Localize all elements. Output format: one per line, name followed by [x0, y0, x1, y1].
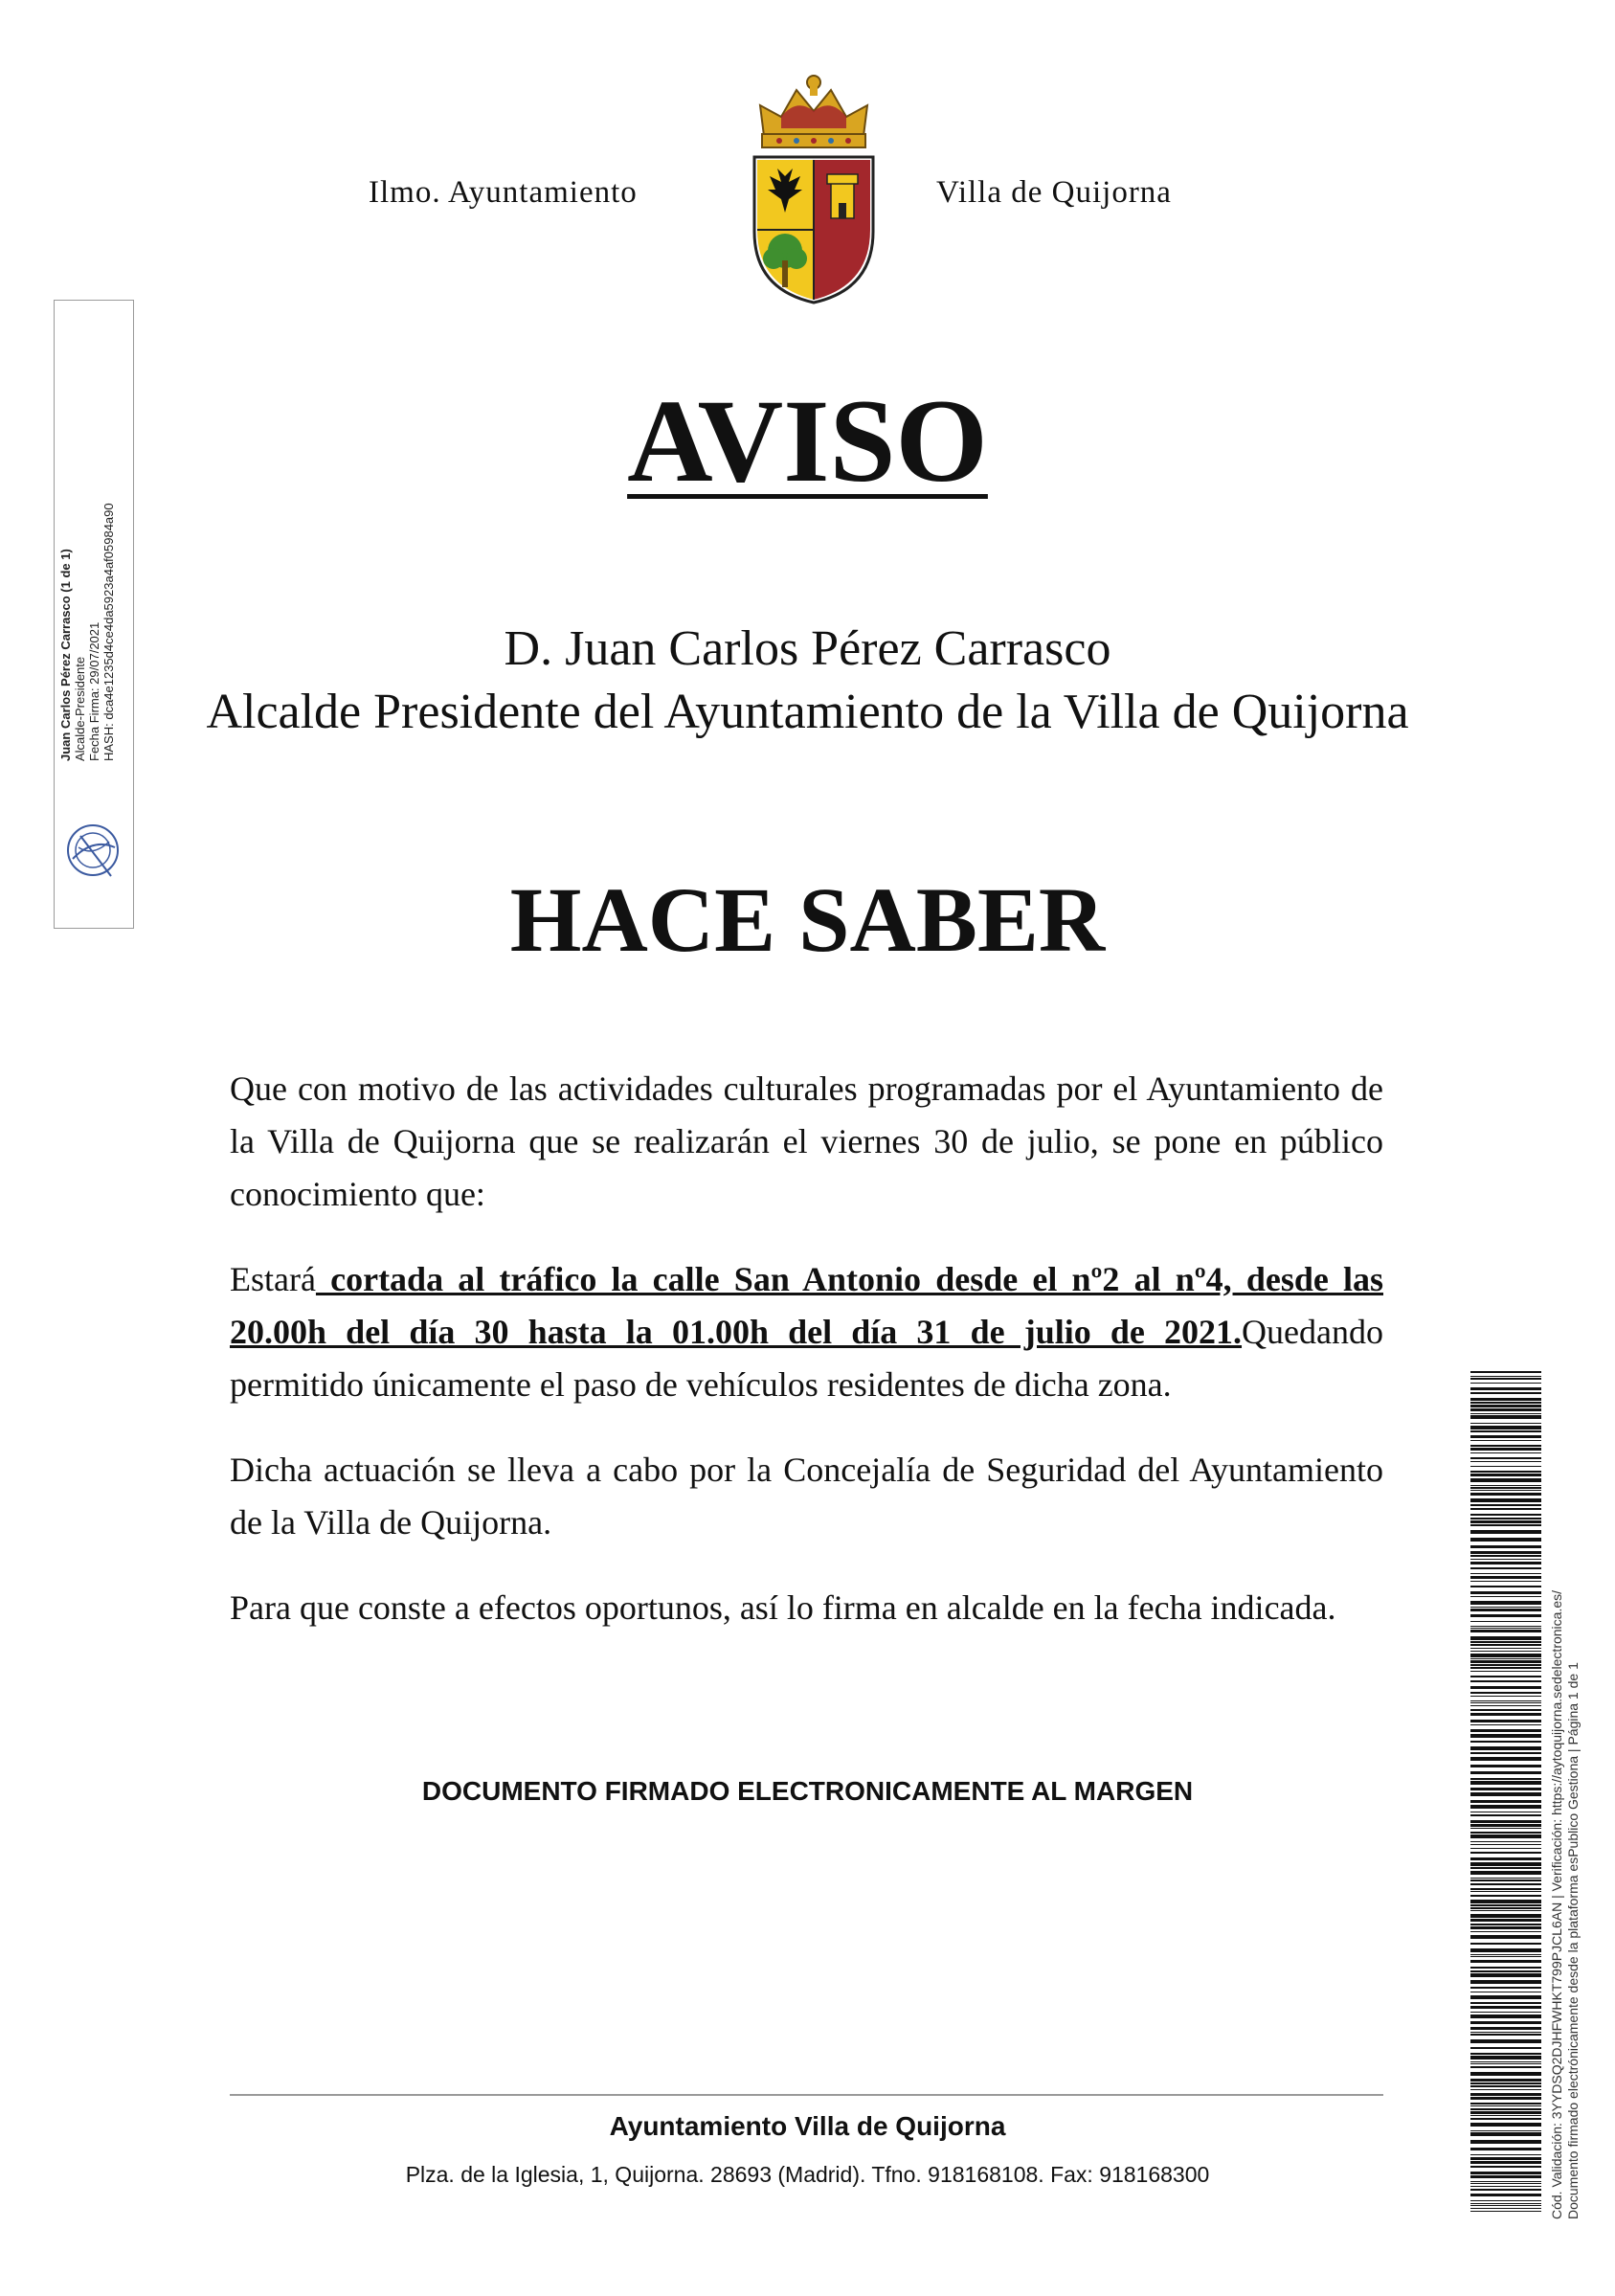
barcode-bar [1470, 1910, 1541, 1911]
barcode-bar [1470, 1883, 1541, 1885]
barcode-bar [1470, 1405, 1541, 1407]
barcode-bar [1470, 1805, 1541, 1809]
barcode-bar [1470, 1781, 1541, 1785]
verification-text [1549, 1358, 1581, 2219]
barcode-bar [1470, 2148, 1541, 2150]
barcode-bar [1470, 1919, 1541, 1922]
barcode-bar [1470, 1555, 1541, 1557]
barcode-bar [1470, 1800, 1541, 1803]
barcode-bar [1470, 2097, 1541, 2100]
barcode-bar [1470, 1415, 1541, 1419]
barcode-bar [1470, 1576, 1541, 1579]
barcode-bar [1470, 2118, 1541, 2120]
barcode-bar [1470, 1461, 1541, 1462]
barcode-bar [1470, 2200, 1541, 2201]
barcode-bar [1470, 1792, 1541, 1796]
verification-line-2: Documento firmado electrónicamente desde la plataforma esPublico Gestiona | Página 1 de 1 [1565, 1662, 1581, 2219]
title-text: AVISO [627, 375, 988, 506]
barcode-bar [1470, 1757, 1541, 1761]
barcode-bar [1470, 1430, 1541, 1432]
barcode-bar [1470, 1609, 1541, 1611]
barcode-bar [1470, 1752, 1541, 1754]
barcode-bar [1470, 2189, 1541, 2191]
barcode-bar [1470, 1562, 1541, 1564]
barcode-bar [1470, 1734, 1541, 1738]
barcode-bar [1470, 1658, 1541, 1659]
barcode-bar [1470, 1383, 1541, 1384]
verification-line-1: Cód. Validación: 3YYDSQ2DJHFWHKT799PJCL6AN | Verificación: https://aytoquijorna.sedelectronica.es/ [1549, 1589, 1564, 2219]
barcode-bar [1470, 1626, 1541, 1627]
barcode-bar [1470, 2072, 1541, 2076]
barcode-bar [1470, 1641, 1541, 1643]
barcode-bar [1470, 1573, 1541, 1574]
barcode-bar [1470, 1788, 1541, 1790]
barcode-bar [1470, 1387, 1541, 1390]
barcode-bar [1470, 1973, 1541, 1977]
barcode-bar [1470, 1696, 1541, 1697]
barcode-bar [1470, 2089, 1541, 2090]
barcode-bar [1470, 1924, 1541, 1925]
barcode-bar [1470, 1900, 1541, 1903]
barcode-bar [1470, 1402, 1541, 1404]
signed-note: DOCUMENTO FIRMADO ELECTRONICAMENTE AL MARGEN [421, 1776, 1194, 1806]
barcode-bar [1470, 1435, 1541, 1438]
barcode-bar [1470, 2053, 1541, 2055]
barcode-bar [1470, 1614, 1541, 1617]
footer-divider [230, 2094, 1383, 2096]
barcode-bar [1470, 1376, 1541, 1377]
barcode-bar [1470, 2161, 1541, 2164]
barcode-bar [1470, 1448, 1541, 1451]
barcode-bar [1470, 1630, 1541, 1632]
barcode-bar [1470, 1671, 1541, 1672]
barcode-bar [1470, 2111, 1541, 2114]
barcode-bar [1470, 1907, 1541, 1909]
barcode-bar [1470, 1518, 1541, 1519]
barcode-bar [1470, 2006, 1541, 2009]
barcode-bar [1470, 2105, 1541, 2106]
barcode-bar [1470, 1931, 1541, 1932]
barcode-bar [1470, 1514, 1541, 1516]
barcode-bar [1470, 2172, 1541, 2174]
barcode-bar [1470, 1426, 1541, 1429]
barcode-bar [1470, 1702, 1541, 1703]
barcode-bar [1470, 2108, 1541, 2110]
barcode-bar [1470, 1457, 1541, 1459]
barcode-bar [1470, 2093, 1541, 2096]
barcode-bar [1470, 2130, 1541, 2131]
barcode-bar [1470, 1980, 1541, 1984]
paragraph-2-suffix: Quedando permitido únicamente el paso de vehículos residentes de dicha zona. [230, 1313, 1383, 1404]
barcode-bar [1470, 1765, 1541, 1767]
barcode-bar [1470, 1841, 1541, 1842]
barcode-bar [1470, 1871, 1541, 1875]
barcode-bar [1470, 1967, 1541, 1969]
barcode-bar [1470, 2154, 1541, 2155]
header-left-text: Ilmo. Ayuntamiento [369, 175, 638, 210]
barcode-bar [1470, 1498, 1541, 1502]
barcode-bar [1470, 1398, 1541, 1401]
barcode-bar [1470, 2034, 1541, 2036]
barcode-bar [1470, 2115, 1541, 2116]
barcode-bar [1470, 2157, 1541, 2160]
barcode-bar [1470, 1524, 1541, 1526]
subtitle: HACE SABER [509, 868, 1106, 971]
barcode-bar [1470, 1493, 1541, 1496]
signature-date: Fecha Firma: 29/07/2021 [87, 621, 101, 761]
barcode-bar [1470, 1508, 1541, 1510]
barcode-bar [1470, 1530, 1541, 1534]
barcode-bar [1470, 1713, 1541, 1716]
barcode-bar [1470, 1452, 1541, 1453]
barcode-bar [1470, 1867, 1541, 1869]
barcode-bar [1470, 1680, 1541, 1682]
barcode-bar [1470, 1844, 1541, 1845]
barcode-bar [1470, 2079, 1541, 2082]
barcode-bar [1470, 1478, 1541, 1482]
barcode-bar [1470, 2047, 1541, 2049]
barcode-bar [1470, 1644, 1541, 1646]
barcode-bar [1470, 2166, 1541, 2168]
barcode-bar [1470, 2063, 1541, 2064]
barcode-bar [1470, 2123, 1541, 2127]
barcode-bar [1470, 1891, 1541, 1892]
barcode-bar [1470, 1474, 1541, 1476]
barcode-bar [1470, 1824, 1541, 1827]
barcode-bar [1470, 2175, 1541, 2178]
barcode-bar [1470, 2082, 1541, 2084]
barcode-bar [1470, 1628, 1541, 1629]
paragraph-1: Que con motivo de las actividades culturales programadas por el Ayuntamiento de la Villa de Quijorna que se realizarán el viernes 30 de julio, se pone en público conocimiento que: [230, 1069, 1383, 1213]
barcode-bar [1470, 1440, 1541, 1441]
barcode-bar [1470, 1700, 1541, 1701]
page-title [0, 373, 1615, 509]
barcode-bar [1470, 2140, 1541, 2144]
barcode-icon [1470, 1371, 1541, 2214]
barcode-bar [1470, 1378, 1541, 1380]
barcode-bar [1470, 1771, 1541, 1774]
signature-hash: HASH: dca4e1235d4ce4da5923a4af05984a90 [101, 503, 116, 761]
paragraph-3: Dicha actuación se lleva a cabo por la Concejalía de Seguridad del Ayuntamiento de la Villa de Quijorna. [230, 1451, 1383, 1542]
barcode-bar [1470, 1471, 1541, 1473]
barcode-bar [1470, 1654, 1541, 1657]
barcode-bar [1470, 2186, 1541, 2187]
barcode-bar [1470, 1559, 1541, 1560]
barcode-bar [1470, 1676, 1541, 1677]
barcode-bar [1470, 1692, 1541, 1694]
barcode-bar [1470, 1596, 1541, 1597]
barcode-bar [1470, 1709, 1541, 1711]
barcode-bar [1470, 1880, 1541, 1881]
signature-text [58, 474, 116, 761]
signature-signer: Juan Carlos Pérez Carrasco (1 de 1) [58, 549, 73, 761]
barcode-bar [1470, 2211, 1541, 2212]
barcode-bar [1470, 1987, 1541, 1989]
barcode-bar [1470, 2203, 1541, 2204]
barcode-bar [1470, 1607, 1541, 1608]
barcode-bar [1470, 1591, 1541, 1594]
barcode-bar [1470, 1778, 1541, 1780]
barcode-bar [1470, 1814, 1541, 1816]
barcode-bar [1470, 2039, 1541, 2043]
barcode-bar [1470, 1648, 1541, 1649]
barcode-bar [1470, 1960, 1541, 1963]
barcode-bar [1470, 1895, 1541, 1897]
barcode-bar [1470, 1904, 1541, 1906]
barcode-bar [1470, 1487, 1541, 1489]
barcode-bar [1470, 1857, 1541, 1860]
barcode-bar [1470, 1371, 1541, 1373]
barcode-bar [1470, 1926, 1541, 1929]
barcode-bar [1470, 2002, 1541, 2004]
barcode-bar [1470, 2208, 1541, 2209]
barcode-bar [1470, 1586, 1541, 1587]
barcode-bar [1470, 2021, 1541, 2024]
barcode-bar [1470, 1601, 1541, 1605]
paragraph-2 [230, 1253, 1383, 1411]
barcode-bar [1470, 2181, 1541, 2182]
paragraph-2-highlight: cortada al tráfico la calle San Antonio desde el nº2 al nº4, desde las 20.00h del día 30 hasta la 01.00h del día 31 de julio de 2021. [230, 1260, 1383, 1351]
barcode-bar [1470, 1935, 1541, 1939]
barcode-bar [1470, 1862, 1541, 1866]
barcode-bar [1470, 2027, 1541, 2030]
footer-address: Plza. de la Iglesia, 1, Quijorna. 28693 (Madrid). Tfno. 918168108. Fax: 918168300 [405, 2162, 1210, 2187]
barcode-bar [1470, 1621, 1541, 1622]
barcode-bar [1470, 1686, 1541, 1689]
barcode-bar [1470, 1970, 1541, 1972]
barcode-bar [1470, 1408, 1541, 1411]
barcode-bar [1470, 2103, 1541, 2105]
barcode-bar [1470, 1705, 1541, 1706]
barcode-bar [1470, 1835, 1541, 1838]
barcode-bar [1470, 2015, 1541, 2018]
notice-body [230, 1063, 1383, 1667]
signature-role: Alcalde-Presidente [73, 656, 87, 761]
barcode-bar [1470, 1651, 1541, 1652]
barcode-bar [1470, 1636, 1541, 1640]
barcode-bar [1470, 1729, 1541, 1732]
barcode-bar [1470, 2066, 1541, 2068]
header-right-text: Villa de Quijorna [936, 175, 1172, 210]
barcode-bar [1470, 2183, 1541, 2184]
coat-of-arms-icon [747, 69, 881, 308]
barcode-bar [1470, 2085, 1541, 2087]
paragraph-4: Para que conste a efectos oportunos, así lo firma en alcalde en la fecha indicada. [230, 1588, 1336, 1627]
barcode-bar [1470, 1746, 1541, 1750]
barcode-bar [1470, 1888, 1541, 1890]
barcode-bar [1470, 1724, 1541, 1725]
barcode-bar [1470, 1828, 1541, 1829]
barcode-bar [1470, 1995, 1541, 1999]
barcode-bar [1470, 1848, 1541, 1849]
barcode-bar [1470, 1878, 1541, 1879]
barcode-bar [1470, 1466, 1541, 1467]
signature-seal-icon [61, 819, 124, 882]
barcode-bar [1470, 1943, 1541, 1945]
barcode-bar [1470, 1667, 1541, 1669]
barcode-bar [1470, 1413, 1541, 1414]
barcode-bar [1470, 1954, 1541, 1955]
barcode-bar [1470, 2056, 1541, 2060]
barcode-bar [1470, 2032, 1541, 2033]
paragraph-2-prefix: Estará [230, 1260, 316, 1298]
barcode-bar [1470, 1423, 1541, 1424]
barcode-bar [1470, 1485, 1541, 1486]
barcode-bar [1470, 1914, 1541, 1918]
barcode-bar [1470, 1948, 1541, 1952]
barcode-bar [1470, 1720, 1541, 1722]
barcode-bar [1470, 1504, 1541, 1506]
barcode-bar [1470, 1392, 1541, 1394]
barcode-bar [1470, 2132, 1541, 2136]
barcode-bar [1470, 1956, 1541, 1957]
barcode-bar [1470, 1664, 1541, 1666]
barcode-bar [1470, 1581, 1541, 1582]
footer-name: Ayuntamiento Villa de Quijorna [609, 2111, 1006, 2141]
barcode-bar [1470, 2012, 1541, 2013]
barcode-bar [1470, 1567, 1541, 1569]
barcode-bar [1470, 1660, 1541, 1663]
barcode-bar [1470, 1551, 1541, 1554]
barcode-bar [1470, 2205, 1541, 2206]
barcode-bar [1470, 1520, 1541, 1523]
barcode-bar [1470, 1852, 1541, 1854]
barcode-bar [1470, 2194, 1541, 2196]
barcode-bar [1470, 1741, 1541, 1743]
barcode-bar [1470, 1538, 1541, 1542]
barcode-bar [1470, 1545, 1541, 1548]
official-position: Alcalde Presidente del Ayuntamiento de la Villa de Quijorna [206, 685, 1409, 739]
barcode-bar [1470, 1820, 1541, 1823]
barcode-bar [1470, 1832, 1541, 1834]
barcode-bar [1470, 1490, 1541, 1491]
barcode-bar [1470, 2061, 1541, 2062]
barcode-bar [1470, 1445, 1541, 1447]
official-block [191, 618, 1424, 744]
official-name: D. Juan Carlos Pérez Carrasco [504, 621, 1111, 676]
